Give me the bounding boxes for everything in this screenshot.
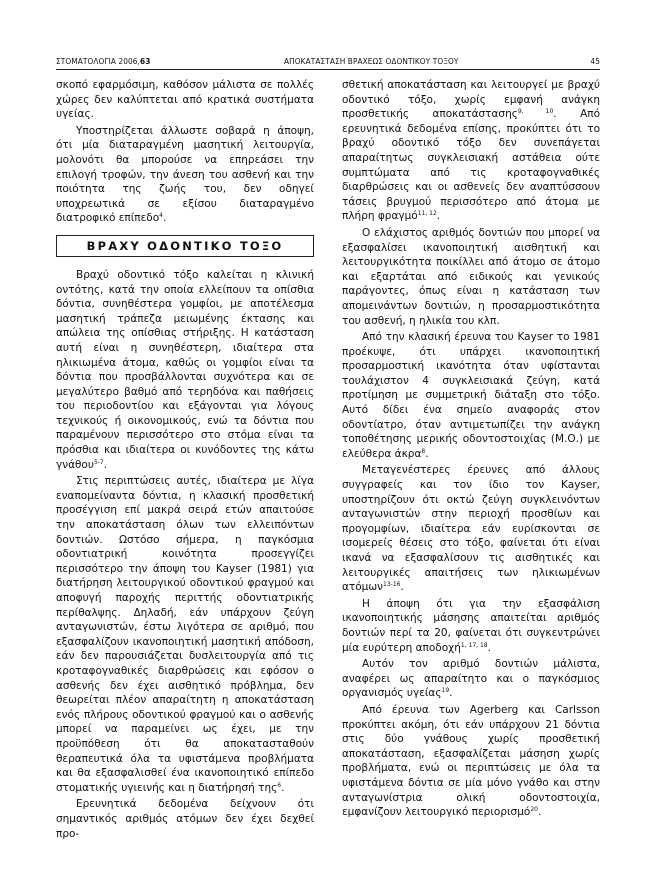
citation-ref: 6 — [277, 781, 282, 789]
paragraph: σθετική αποκατάσταση και λειτουργεί με βραχύ οδοντικό τόξο, χωρίς εμφανή ανάγκη προσθετικής αποκατάστασης$^{9, 10}$. Από ερευνητικά δεδομένα επίσης, προκύπτει ότι το βραχύ οδοντικό τόξο δεν συνεπάγεται απαραίτητως συγκλεισιακή αστάθεια ούτε συμπτώματα από τις κροταφογναθικές διαρθρώσεις και οι ασθενείς δεν αναπτύσσουν τάσεις βρυγμού περισσότερο από άτομα με πλήρη φραγμό$^{11, 12}$. — [342, 79, 600, 223]
citation-ref: 9, 10 — [517, 108, 554, 116]
running-header — [56, 56, 600, 68]
journal-label: ΣΤΟΜΑΤΟΛΟΓΙΑ 2006, — [56, 56, 140, 66]
paragraph: Αυτόν τον αριθμό δοντιών μάλιστα, αναφέρει ως απαραίτητο και ο παγκόσμιος οργανισμός υγείας$^{19}$. — [342, 658, 600, 700]
right-column — [342, 78, 600, 822]
section-heading: ΒΡΑΧΥ ΟΔΟΝΤΙΚΟ ΤΟΞΟ — [86, 238, 284, 253]
running-title: ΑΠΟΚΑΤΑΣΤΑΣΗ ΒΡΑΧΕΩΣ ΟΔΟΝΤΙΚΟΥ ΤΟΞΟΥ — [284, 56, 459, 66]
citation-ref: 5-7 — [93, 458, 104, 466]
paragraph: Μεταγενέστερες έρευνες από άλλους συγγραφείς και τον ίδιο τον Kayser, υποστηρίζουν ότι οκτώ ζεύγη συγκλεινόντων ανταγωνιστών στην περιοχή προσθίων και προγομφίων, ιδιαίτερα εάν ευρίσκονται σε ισομερείς θέσεις στο τόξο, φαίνεται ότι είναι ικανά να εξασφαλίσουν τις αισθητικές και λειτουργικές απαιτήσεις των ηλικιωμένων ατόμων$^{13-16}$. — [342, 464, 600, 594]
paragraph: Υποστηρίζεται άλλωστε σοβαρά η άποψη, ότι μία διαταραγμένη μασητική λειτουργία, μολονότι θα μπορούσε να επηρεάσει την επιλογή τροφών, την άνεση του ασθενή και την ποιότητα της ζωής του, δεν οδηγεί υποχρεωτικά σε εξίσου διαταραγμένο διατροφικό επίπεδο$^4$. — [56, 124, 314, 225]
citation-ref: 1, 17, 18 — [460, 641, 488, 649]
citation-ref: 4 — [159, 212, 163, 220]
citation-ref: 13-16 — [383, 581, 401, 589]
paragraph-text: Αυτόν τον αριθμό δοντιών μάλιστα, αναφέρει ως απαραίτητο και ο παγκόσμιος οργανισμός υγείας — [342, 658, 600, 700]
citation-ref: 20 — [530, 806, 538, 814]
paragraph-text: Στις περιπτώσεις αυτές, ιδιαίτερα με λίγα εναπομείναντα δόντια, η κλασική προσθετική προσέγγιση επί μακρά σειρά ετών απαιτούσε την αποκατάσταση όλων των ελλειπόντων δοντιών. Ωστόσο σήμερα, η παγκόσμια οδοντιατρική κοινότητα προσεγγίζει περισσότερο την άποψη του Kayser (1981) για διατήρηση λειτουργικού οδοντικού φραγμού και αποφυγή παροχής περιττής οδοντιατρικής περίθαλψης. Δηλαδή, εάν υπάρχουν ζεύγη ανταγωνιστών, έστω λιγότερα σε αριθμό, που εξασφαλίζουν ικανοποιητική μασητική απόδοση, εάν δεν παρουσιάζεται δυσλειτουργία από τις κροταφογναθικές διαρθρώσεις και εφόσον ο ασθενής δεν έχει αισθητικό πρόβλημα, δεν θεωρείται πλέον απαραίτητη η αποκατάσταση ενός πλήρους οδοντικού φραγμού και ο ασθενής μπορεί να παραμείνει ως έχει, με την προϋπόθεση ότι θα αποκατασταθούν θεραπευτικά όλα τα υφιστάμενα προβλήματα και θα εξασφαλισθεί ένα ικανοποιητικό επίπεδο στοματικής υγιεινής και η διατήρησή της — [56, 475, 314, 794]
paragraph-text: Ερευνητικά δεδομένα δείχνουν ότι σημαντικός αριθμός ατόμων δεν έχει δεχθεί προ- — [56, 798, 314, 840]
paragraph: Από έρευνα των Agerberg και Carlsson προκύπτει ακόμη, ότι εάν υπάρχουν 21 δόντια στις δύο γνάθους χωρίς προσθετική αποκατάσταση, εξασφαλίζεται μάσηση χωρίς προβλήματα, ενώ οι περιπτώσεις με όλα τα υφιστάμενα δόντια σε μία μόνο γνάθο και στην ανταγωνίστρια ολική οδοντοστοιχία, εμφανίζουν λειτουργικό περιορισμό$^{20}$. — [342, 703, 600, 819]
paragraph-text: Βραχύ οδοντικό τόξο καλείται η κλινική οντότης, κατά την οποία ελλείπουν τα οπίσθια δόντια, συνηθέστερα γομφίοι, με αποτέλεσμα μασητική τράπεζα μειωμένης έκτασης και απώλεια της οπίσθιας στήριξης. Η κατάσταση αυτή είναι η συνηθέστερη, ιδιαίτερα στα ηλικιωμένα άτομα, καθώς οι γομφίοι είναι τα δόντια που προσβάλλονται συχνότερα και σε μεγαλύτερο βαθμό από τερηδόνα και παθήσεις του περιοδοντίου και εξάγονται για λόγους τεχνικούς ή οικονομικούς, ενώ τα δόντια που παραμένουν περισσότερο στο στόμα είναι τα πρόσθια και ιδιαίτερα οι κυνόδοντες της κάτω γνάθου — [56, 268, 314, 471]
citation-ref: 11, 12 — [417, 210, 437, 218]
paragraph-text: Υποστηρίζεται άλλωστε σοβαρά η άποψη, ότι μία διαταραγμένη μασητική λειτουργία, μολονότι θα μπορούσε να επηρεάσει την επιλογή τροφών, την άνεση του ασθενή και την ποιότητα της ζωής του, δεν οδηγεί υποχρεωτικά σε εξίσου διαταραγμένο διατροφικό επίπεδο — [56, 124, 314, 225]
paragraph-text: Από έρευνα των Agerberg και Carlsson προκύπτει ακόμη, ότι εάν υπάρχουν 21 δόντια στις δύο γνάθους χωρίς προσθετική αποκατάσταση, εξασφαλίζεται μάσηση χωρίς προβλήματα, ενώ οι περιπτώσεις με όλα τα υφιστάμενα δόντια σε μία μόνο γνάθο και στην ανταγωνίστρια ολική οδοντοστοιχία, εμφανίζουν λειτουργικό περιορισμό — [342, 703, 600, 819]
paragraph-text: Η άποψη ότι για την εξασφάλιση ικανοποιητικής μάσησης απαιτείται αριθμός δοντιών περί τα 20, φαίνεται ότι συγκεντρώνει μία ευρύτερη αποδοχή — [342, 597, 600, 654]
paragraph — [342, 226, 600, 328]
paragraph — [56, 797, 314, 841]
section-heading-box — [56, 235, 314, 257]
left-column — [56, 78, 314, 843]
paragraph — [56, 78, 314, 122]
paragraph: Από την κλασική έρευνα του Kayser το 1981 προέκυψε, ότι υπάρχει ικανοποιητική προσαρμοστική ικανότητα όταν υφίστανται τουλάχιστον 4 συγκλεισιακά ζεύγη, κατά προτίμηση με συμμετρική διάταξη στο τόξο. Αυτό δίδει ένα σημείο αναφοράς στον οδοντίατρο, όταν αντιμετωπίζει την ανάγκη τοποθέτησης μερικής οδοντοστοιχίας (Μ.Ο.) με ελεύθερα άκρα$^8$. — [342, 331, 600, 460]
citation-ref: 19 — [441, 687, 450, 695]
paragraph: Βραχύ οδοντικό τόξο καλείται η κλινική οντότης, κατά την οποία ελλείπουν τα οπίσθια δόντια, συνηθέστερα γομφίοι, με αποτέλεσμα μασητική τράπεζα μειωμένης έκτασης και απώλεια της οπίσθιας στήριξης. Η κατάσταση αυτή είναι η συνηθέστερη, ιδιαίτερα στα ηλικιωμένα άτομα, καθώς οι γομφίοι είναι τα δόντια που προσβάλλονται συχνότερα και σε μεγαλύτερο βαθμό από τερηδόνα και παθήσεις του περιοδοντίου και εξάγονται για λόγους τεχνικούς ή οικονομικούς, ενώ τα δόντια που παραμένουν περισσότερο στο στόμα είναι τα πρόσθια και ιδιαίτερα οι κυνόδοντες της κάτω γνάθου$^{5-7}$. — [56, 268, 314, 471]
paragraph-text: Ο ελάχιστος αριθμός δοντιών που μπορεί να εξασφαλίσει ικανοποιητική αισθητική και λειτουργικότητα ποικίλλει από άτομο σε άτομο και εξαρτάται από ειδικούς και γενικούς παράγοντες, όπως είναι η κατάσταση των απομεινάντων δοντιών, η προσαρμοστικότητα του ασθενή, η ηλικία του κλπ. — [342, 226, 600, 327]
paragraph: Στις περιπτώσεις αυτές, ιδιαίτερα με λίγα εναπομείναντα δόντια, η κλασική προσθετική προσέγγιση επί μακρά σειρά ετών απαιτούσε την αποκατάσταση όλων των ελλειπόντων δοντιών. Ωστόσο σήμερα, η παγκόσμια οδοντιατρική κοινότητα προσεγγίζει περισσότερο την άποψη του Kayser (1981) για διατήρηση λειτουργικού οδοντικού φραγμού και αποφυγή παροχής περιττής οδοντιατρικής περίθαλψης. Δηλαδή, εάν υπάρχουν ζεύγη ανταγωνιστών, έστω λιγότερα σε αριθμό, που εξασφαλίζουν ικανοποιητική μασητική απόδοση, εάν δεν παρουσιάζεται δυσλειτουργία από τις κροταφογναθικές διαρθρώσεις και εφόσον ο ασθενής δεν έχει αισθητικό πρόβλημα, δεν θεωρείται πλέον απαραίτητη η αποκατάσταση ενός πλήρους οδοντικού φραγμού και ο ασθενής μπορεί να παραμείνει ως έχει, με την προϋπόθεση ότι θα αποκατασταθούν θεραπευτικά όλα τα υφιστάμενα προβλήματα και θα εξασφαλισθεί ένα ικανοποιητικό επίπεδο στοματικής υγιεινής και η διατήρησή της$^6$. — [56, 475, 314, 794]
paragraph-text: Από την κλασική έρευνα του Kayser το 1981 προέκυψε, ότι υπάρχει ικανοποιητική προσαρμοστική ικανότητα όταν υφίστανται τουλάχιστον 4 συγκλεισιακά ζεύγη, κατά προτίμηση με συμμετρική διάταξη στο τόξο. Αυτό δίδει ένα σημείο αναφοράς στον οδοντίατρο, όταν αντιμετωπίζει την ανάγκη τοποθέτησης μερικής οδοντοστοιχίας (Μ.Ο.) με ελεύθερα άκρα — [342, 331, 600, 460]
paragraph: Η άποψη ότι για την εξασφάλιση ικανοποιητικής μάσησης απαιτείται αριθμός δοντιών περί τα 20, φαίνεται ότι συγκεντρώνει μία ευρύτερη αποδοχή$^{1, 17, 18}$. — [342, 597, 600, 654]
journal-name — [56, 56, 150, 66]
citation-ref: 8 — [421, 447, 426, 455]
paragraph-text: Μεταγενέστερες έρευνες από άλλους συγγραφείς και τον ίδιο τον Kayser, υποστηρίζουν ότι οκτώ ζεύγη συγκλεινόντων ανταγωνιστών στην περιοχή προσθίων και προγομφίων, ιδιαίτερα εάν ευρίσκονται σε ισομερείς θέσεις στο τόξο, φαίνεται ότι είναι ικανά να εξασφαλίσουν τις αισθητικές και λειτουργικές απαιτήσεις των ηλικιωμένων ατόμων — [342, 464, 600, 594]
paragraph-text: . Από ερευνητικά δεδομένα επίσης, προκύπτει ότι το βραχύ οδοντικό τόξο δεν συνεπάγεται απαραίτητως συγκλεισιακή αστάθεια ούτε συμπτώματα από τις κροταφογναθικές διαρθρώσεις και οι ασθενείς δεν αναπτύσσουν τάσεις βρυγμού περισσότερο από άτομα με πλήρη φραγμό — [342, 108, 600, 223]
journal-volume: 63 — [140, 56, 151, 66]
paragraph-text: σθετική αποκατάσταση και λειτουργεί με βραχύ οδοντικό τόξο, χωρίς εμφανή ανάγκη προσθετικής αποκατάστασης — [342, 79, 600, 121]
paragraph-text: σκοπό εφαρμόσιμη, καθόσον μάλιστα σε πολλές χώρες δεν καλύπτεται από κρατικά συστήματα υγείας. — [56, 79, 314, 121]
header-rule — [56, 69, 600, 70]
page-number: 45 — [590, 56, 600, 66]
